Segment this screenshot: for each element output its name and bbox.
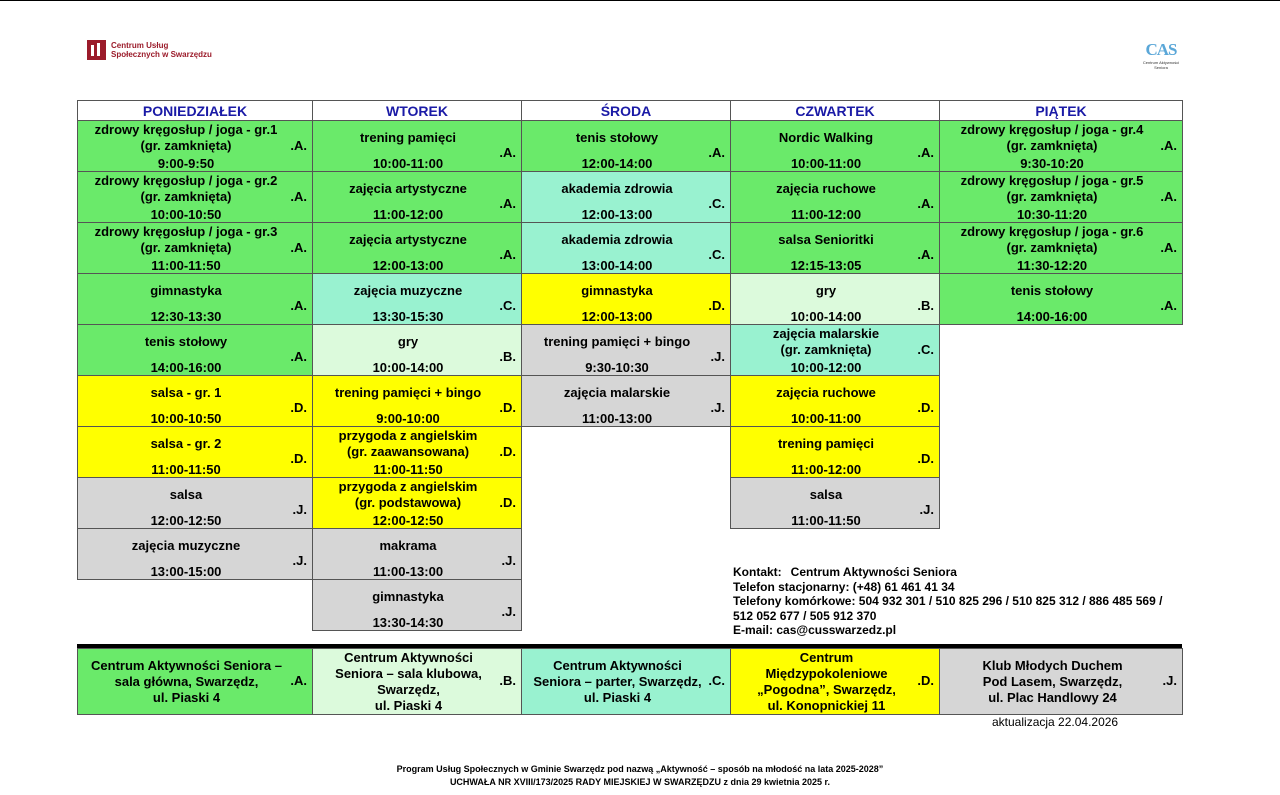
location-code: .C. — [499, 298, 516, 313]
activity-time: 13:00-15:00 — [150, 564, 222, 579]
activity-note: (gr. podstawowa) — [354, 495, 462, 510]
cas-logo-icon: CAS — [1145, 40, 1177, 59]
activity-cell-thursday — [731, 172, 940, 223]
activity-time: 10:00-12:00 — [790, 360, 862, 375]
activity-name-block — [317, 538, 499, 554]
activity-name: gry — [815, 283, 837, 298]
activity-name: zajęcia muzyczne — [131, 538, 241, 553]
activity-cell-monday — [78, 274, 313, 325]
activity-name: salsa Senioritki — [778, 232, 874, 247]
activity-name: trening pamięci + bingo — [543, 334, 691, 349]
schedule-row — [78, 427, 1183, 478]
cas-logo — [1138, 40, 1184, 70]
empty-slot — [78, 580, 313, 631]
activity-note: (gr. zaawansowana) — [346, 444, 470, 459]
activity-name: tenis stołowy — [575, 130, 659, 145]
activity-note: (gr. zamknięta) — [140, 138, 232, 153]
location-code: .D. — [499, 495, 516, 510]
location-code: .J. — [501, 553, 516, 568]
legend-address-line: Międzypokoleniowe — [765, 665, 888, 681]
location-code: .J. — [710, 349, 725, 364]
legend-location-J — [940, 649, 1183, 715]
activity-name-block — [317, 181, 499, 197]
activity-time: 9:00-10:00 — [376, 411, 440, 426]
activity-time: 11:00-11:50 — [151, 462, 221, 477]
legend-code: .C. — [708, 673, 725, 688]
activity-cell-monday — [78, 376, 313, 427]
location-code: .J. — [710, 400, 725, 415]
schedule-row — [78, 223, 1183, 274]
activity-name: zajęcia malarskie — [772, 326, 880, 341]
cus-logo-icon — [87, 40, 106, 60]
location-code: .A. — [290, 189, 307, 204]
legend-address-line: Pod Lasem, Swarzędz, — [982, 673, 1123, 689]
legend-address — [734, 650, 919, 714]
location-code: .D. — [708, 298, 725, 313]
location-code: .C. — [708, 247, 725, 262]
activity-time: 11:00-12:00 — [372, 207, 444, 222]
activity-cell-wednesday — [522, 325, 731, 376]
legend-address-line: Centrum Aktywności Seniora – — [91, 657, 282, 673]
contact-mobile-1: Telefony komórkowe: 504 932 301 / 510 825 296 / 510 825 312 / 886 485 569 / — [733, 594, 1163, 608]
activity-cell-friday — [940, 274, 1183, 325]
activity-time: 10:00-10:50 — [150, 207, 222, 222]
activity-cell-tuesday — [313, 121, 522, 172]
activity-name: tenis stołowy — [1010, 283, 1094, 298]
location-code: .D. — [499, 400, 516, 415]
activity-name: trening pamięci + bingo — [334, 385, 482, 400]
activity-name: gry — [397, 334, 419, 349]
location-code: .A. — [499, 247, 516, 262]
activity-name: gimnastyka — [150, 283, 222, 298]
legend-address — [316, 650, 501, 714]
location-code: .A. — [917, 145, 934, 160]
activity-name-block — [82, 487, 290, 503]
location-code: .C. — [708, 196, 725, 211]
schedule-row — [78, 172, 1183, 223]
activity-cell-friday — [940, 121, 1183, 172]
activity-cell-tuesday — [313, 325, 522, 376]
location-code: .J. — [501, 604, 516, 619]
activity-cell-thursday — [731, 478, 940, 529]
location-code: .A. — [290, 349, 307, 364]
activity-note: (gr. zamknięta) — [1006, 138, 1098, 153]
activity-cell-friday — [940, 172, 1183, 223]
activity-name-block — [526, 181, 708, 197]
activity-name: przygoda z angielskim — [338, 479, 478, 494]
legend-address-line: Centrum Aktywności — [553, 657, 682, 673]
legend-address-line: „Pogodna”, Swarzędz, — [757, 681, 896, 697]
activity-cell-monday — [78, 172, 313, 223]
legend-code: .B. — [499, 673, 516, 688]
location-code: .A. — [917, 196, 934, 211]
activity-name-block — [944, 224, 1160, 256]
activity-name-block — [82, 224, 290, 256]
location-code: .D. — [917, 451, 934, 466]
legend-location-D — [731, 649, 940, 715]
activity-time: 11:00-13:00 — [372, 564, 444, 579]
activity-cell-thursday — [731, 376, 940, 427]
activity-cell-monday — [78, 427, 313, 478]
legend-code: .A. — [290, 673, 307, 688]
day-header-monday: PONIEDZIAŁEK — [78, 101, 313, 121]
activity-time: 11:00-12:00 — [790, 207, 862, 222]
activity-name: zajęcia artystyczne — [349, 232, 467, 247]
activity-time: 12:00-13:00 — [581, 309, 653, 324]
activity-time: 12:15-13:05 — [790, 258, 862, 273]
location-code: .D. — [499, 444, 516, 459]
activity-note: (gr. zamknięta) — [140, 240, 232, 255]
activity-time: 14:00-16:00 — [150, 360, 222, 375]
activity-name: gimnastyka — [372, 589, 444, 604]
activity-name-block — [82, 385, 290, 401]
activity-time: 12:00-12:50 — [150, 513, 222, 528]
footer-resolution: UCHWAŁA NR XVIII/173/2025 RADY MIEJSKIEJ W SWARZĘDZU z dnia 29 kwietnia 2025 r. — [449, 777, 831, 787]
activity-name: makrama — [379, 538, 437, 553]
schedule-body — [78, 121, 1183, 631]
legend-address-line: Seniora – parter, Swarzędz, — [533, 673, 702, 689]
activity-time: 10:00-11:00 — [790, 156, 862, 171]
activity-name-block — [526, 232, 708, 248]
activity-name: zdrowy kręgosłup / joga - gr.1 — [94, 122, 278, 137]
activity-name-block — [82, 283, 290, 299]
activity-cell-thursday — [731, 274, 940, 325]
activity-name-block — [735, 130, 917, 146]
activity-time: 10:00-11:00 — [372, 156, 444, 171]
location-code: .J. — [292, 553, 307, 568]
activity-time: 10:00-14:00 — [790, 309, 862, 324]
empty-slot — [940, 427, 1183, 478]
location-code: .A. — [1160, 138, 1177, 153]
activity-time: 11:30-12:20 — [1016, 258, 1088, 273]
legend-address-line: Centrum Aktywności — [344, 649, 473, 665]
day-header-tuesday: WTOREK — [313, 101, 522, 121]
activity-name: zdrowy kręgosłup / joga - gr.6 — [960, 224, 1144, 239]
legend-code: .D. — [917, 673, 934, 688]
activity-name: zajęcia muzyczne — [353, 283, 463, 298]
activity-name-block — [317, 334, 499, 350]
activity-name-block — [735, 487, 917, 503]
activity-name: salsa - gr. 1 — [150, 385, 222, 400]
activity-name-block — [526, 283, 708, 299]
activity-name: tenis stołowy — [144, 334, 228, 349]
empty-slot — [522, 580, 731, 631]
location-code: .B. — [499, 349, 516, 364]
activity-name-block — [82, 538, 290, 554]
location-code: .D. — [290, 451, 307, 466]
legend-address-line: Seniora – sala klubowa, — [335, 665, 482, 681]
activity-name-block — [317, 232, 499, 248]
activity-cell-wednesday — [522, 172, 731, 223]
activity-cell-tuesday — [313, 172, 522, 223]
location-code: .A. — [499, 196, 516, 211]
schedule-row — [78, 121, 1183, 172]
contact-email[interactable]: E-mail: cas@cusswarzedz.pl — [733, 623, 897, 637]
location-code: .J. — [292, 502, 307, 517]
activity-time: 11:00-11:50 — [151, 258, 221, 273]
cus-logo-line1: Centrum Usług — [111, 41, 169, 50]
activity-name-block — [735, 326, 917, 358]
legend-location-C — [522, 649, 731, 715]
day-header-friday: PIĄTEK — [940, 101, 1183, 121]
location-code: .D. — [917, 400, 934, 415]
activity-name-block — [526, 385, 708, 401]
activity-cell-tuesday — [313, 223, 522, 274]
location-code: .A. — [290, 138, 307, 153]
activity-name-block — [82, 173, 290, 205]
contact-header — [733, 565, 1173, 580]
location-code: .A. — [1160, 240, 1177, 255]
legend-address-line: ul. Piaski 4 — [374, 697, 443, 713]
activity-time: 12:00-13:00 — [581, 207, 653, 222]
activity-cell-wednesday — [522, 376, 731, 427]
legend-address-line: sala główna, Swarzędz, — [114, 673, 259, 689]
activity-cell-monday — [78, 529, 313, 580]
activity-time: 13:30-14:30 — [372, 615, 444, 630]
contact-mobile-2: 512 052 677 / 505 912 370 — [733, 608, 877, 623]
empty-slot — [522, 427, 731, 478]
empty-slot — [940, 478, 1183, 529]
location-code: .D. — [290, 400, 307, 415]
activity-cell-monday — [78, 478, 313, 529]
activity-name-block — [944, 173, 1160, 205]
location-legend-table — [77, 648, 1183, 715]
legend-address-line: ul. Plac Handlowy 24 — [988, 689, 1117, 705]
day-header-wednesday: ŚRODA — [522, 101, 731, 121]
activity-name-block — [526, 130, 708, 146]
activity-name-block — [735, 181, 917, 197]
activity-name-block — [735, 385, 917, 401]
activity-name-block — [317, 283, 499, 299]
activity-cell-thursday — [731, 121, 940, 172]
legend-address-line: Klub Młodych Duchem — [982, 657, 1123, 673]
activity-name-block — [735, 232, 917, 248]
location-code: .J. — [919, 502, 934, 517]
day-header-row — [78, 101, 1183, 121]
activity-name: Nordic Walking — [778, 130, 874, 145]
schedule-row — [78, 325, 1183, 376]
location-code: .A. — [708, 145, 725, 160]
contact-label: Kontakt: — [733, 565, 782, 579]
legend-code: .J. — [1162, 673, 1177, 688]
legend-location-B — [313, 649, 522, 715]
activity-name: trening pamięci — [777, 436, 875, 451]
activity-note: (gr. zamknięta) — [140, 189, 232, 204]
schedule-row — [78, 478, 1183, 529]
activity-cell-tuesday — [313, 529, 522, 580]
activity-time: 11:00-11:50 — [791, 513, 861, 528]
location-code: .A. — [1160, 189, 1177, 204]
activity-name-block — [944, 122, 1160, 154]
activity-time: 12:00-13:00 — [372, 258, 444, 273]
activity-note: (gr. zamknięta) — [1006, 189, 1098, 204]
activity-name: gimnastyka — [581, 283, 653, 298]
activity-note: (gr. zamknięta) — [780, 342, 872, 357]
activity-time: 11:00-13:00 — [581, 411, 653, 426]
activity-cell-tuesday — [313, 376, 522, 427]
activity-name-block — [317, 479, 499, 511]
activity-time: 12:00-12:50 — [372, 513, 444, 528]
activity-name-block — [317, 130, 499, 146]
activity-cell-wednesday — [522, 274, 731, 325]
activity-name-block — [82, 436, 290, 452]
activity-name-block — [735, 436, 917, 452]
activity-name-block — [317, 428, 499, 460]
empty-slot — [940, 376, 1183, 427]
activity-name-block — [317, 589, 499, 605]
legend-address-line: ul. Piaski 4 — [152, 689, 221, 705]
empty-slot — [522, 478, 731, 529]
activity-cell-tuesday — [313, 274, 522, 325]
activity-name: salsa — [809, 487, 843, 502]
activity-name: salsa - gr. 2 — [150, 436, 222, 451]
footer-program: Program Usług Społecznych w Gminie Swarzędz pod nazwą „Aktywność – sposób na młodość na lata 2025-2028” — [396, 764, 884, 774]
location-code: .B. — [917, 298, 934, 313]
activity-cell-friday — [940, 223, 1183, 274]
location-code: .A. — [290, 298, 307, 313]
activity-name-block — [944, 283, 1160, 299]
legend-location-A — [78, 649, 313, 715]
contact-block — [733, 565, 1173, 638]
activity-name-block — [526, 334, 708, 350]
legend-address-line: ul. Piaski 4 — [583, 689, 652, 705]
location-code: .A. — [1160, 298, 1177, 313]
activity-time: 12:30-13:30 — [150, 309, 222, 324]
activity-name: zajęcia ruchowe — [776, 181, 876, 196]
activity-time: 13:30-15:30 — [372, 309, 444, 324]
activity-cell-monday — [78, 121, 313, 172]
weekly-schedule-table — [77, 100, 1183, 631]
location-code: .A. — [917, 247, 934, 262]
legend-address — [943, 658, 1162, 706]
activity-cell-thursday — [731, 325, 940, 376]
empty-slot — [940, 325, 1183, 376]
activity-name: zajęcia ruchowe — [776, 385, 876, 400]
empty-slot — [522, 529, 731, 580]
cus-logo — [87, 40, 212, 60]
location-code: .A. — [499, 145, 516, 160]
activity-cell-monday — [78, 325, 313, 376]
location-code: .C. — [917, 342, 934, 357]
update-date: aktualizacja 22.04.2026 — [992, 715, 1119, 729]
legend-address-line: ul. Konopnickiej 11 — [767, 697, 886, 713]
activity-name: akademia zdrowia — [561, 181, 673, 196]
activity-time: 9:30-10:20 — [1020, 156, 1084, 171]
activity-time: 9:00-9:50 — [157, 156, 215, 171]
activity-time: 14:00-16:00 — [1016, 309, 1088, 324]
activity-name: zdrowy kręgosłup / joga - gr.2 — [94, 173, 278, 188]
activity-cell-monday — [78, 223, 313, 274]
activity-name: przygoda z angielskim — [338, 428, 478, 443]
cus-logo-text — [111, 41, 212, 59]
activity-name-block — [82, 122, 290, 154]
cas-logo-subtitle: Centrum Aktywności Seniora — [1142, 60, 1180, 70]
legend-row — [78, 649, 1183, 715]
activity-name-block — [82, 334, 290, 350]
activity-time: 9:30-10:30 — [585, 360, 649, 375]
activity-cell-thursday — [731, 223, 940, 274]
contact-org: Centrum Aktywności Seniora — [790, 565, 957, 579]
activity-cell-tuesday — [313, 478, 522, 529]
activity-cell-tuesday — [313, 580, 522, 631]
day-header-thursday: CZWARTEK — [731, 101, 940, 121]
activity-name: trening pamięci — [359, 130, 457, 145]
legend-address — [525, 658, 710, 706]
legend-address-line: Centrum — [799, 649, 854, 665]
activity-time: 11:00-11:50 — [373, 462, 443, 477]
activity-cell-tuesday — [313, 427, 522, 478]
top-border-line — [0, 0, 1280, 1]
activity-time: 13:00-14:00 — [581, 258, 653, 273]
contact-landline: Telefon stacjonarny: (+48) 61 461 41 34 — [733, 579, 955, 594]
activity-time: 10:00-11:00 — [790, 411, 862, 426]
activity-name: akademia zdrowia — [561, 232, 673, 247]
activity-cell-thursday — [731, 427, 940, 478]
activity-time: 11:00-12:00 — [790, 462, 862, 477]
activity-time: 10:30-11:20 — [1016, 207, 1088, 222]
footer — [0, 763, 1280, 789]
activity-time: 10:00-10:50 — [150, 411, 222, 426]
cus-logo-line2: Społecznych w Swarzędzu — [111, 50, 212, 59]
schedule-row — [78, 376, 1183, 427]
legend-address-line: Swarzędz, — [377, 681, 440, 697]
activity-name-block — [317, 385, 499, 401]
activity-name: zdrowy kręgosłup / joga - gr.5 — [960, 173, 1144, 188]
activity-time: 10:00-14:00 — [372, 360, 444, 375]
activity-name: zdrowy kręgosłup / joga - gr.3 — [94, 224, 278, 239]
activity-name-block — [735, 283, 917, 299]
activity-note: (gr. zamknięta) — [1006, 240, 1098, 255]
activity-name: zajęcia malarskie — [563, 385, 671, 400]
legend-address — [81, 658, 292, 706]
activity-name: zajęcia artystyczne — [349, 181, 467, 196]
activity-name: zdrowy kręgosłup / joga - gr.4 — [960, 122, 1144, 137]
location-code: .A. — [290, 240, 307, 255]
activity-cell-wednesday — [522, 223, 731, 274]
schedule-row — [78, 274, 1183, 325]
activity-cell-wednesday — [522, 121, 731, 172]
activity-name: salsa — [169, 487, 203, 502]
activity-time: 12:00-14:00 — [581, 156, 653, 171]
